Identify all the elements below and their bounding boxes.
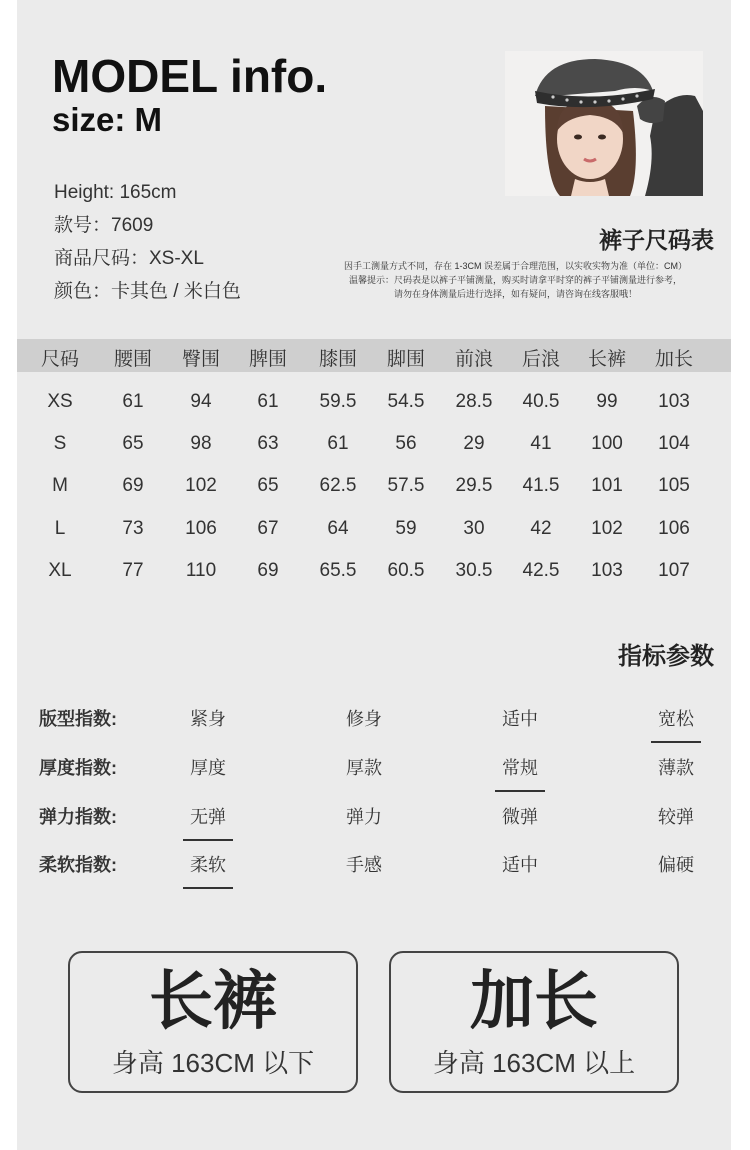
size-table-header-cell: 腰围 (113, 349, 152, 370)
index-option (319, 851, 409, 877)
size-note-line: 温馨提示：尺码表是以裤子平铺测量，购买时请拿平时穿的裤子平铺测量进行参考， (348, 275, 682, 285)
size-value-cell: 106 (185, 518, 217, 539)
index-label: 版型指数: (39, 709, 117, 729)
index-option-label: 修身 (346, 709, 382, 729)
index-label: 厚度指数: (39, 758, 117, 778)
index-option-selected (475, 754, 565, 780)
index-option-label: 厚款 (346, 758, 382, 778)
size-value-cell: 59 (395, 518, 417, 539)
size-value-cell: 103 (658, 391, 690, 412)
size-table-header-cell: 膝围 (318, 349, 357, 370)
length-card-note: 身高 163CM 以上 (432, 1048, 636, 1078)
size-label-cell: L (54, 518, 66, 539)
size-value-cell: 100 (591, 433, 623, 454)
size-value-cell: 42.5 (522, 560, 560, 581)
size-value-cell: 57.5 (387, 475, 425, 496)
size-value-cell: 62.5 (319, 475, 357, 496)
index-option (631, 851, 721, 877)
size-value-cell: 110 (185, 560, 217, 581)
size-value-cell: 69 (122, 475, 144, 496)
size-value-cell: 107 (658, 560, 690, 581)
size-value-cell: 105 (658, 475, 690, 496)
size-value-cell: 102 (185, 475, 217, 496)
index-option-label: 偏硬 (658, 855, 694, 875)
length-card-long (389, 951, 679, 1093)
size-value-cell: 103 (591, 560, 623, 581)
size-note-line: 请勿在身体测量后进行选择，如有疑问，请咨询在线客服哦！ (393, 289, 637, 299)
index-option-label: 常规 (502, 758, 538, 778)
index-option (475, 803, 565, 829)
selected-underline (183, 887, 233, 889)
size-value-cell: 102 (591, 518, 623, 539)
size-value-cell: 41 (530, 433, 552, 454)
size-note-line: 因手工测量方式不同，存在 1-3CM 误差属于合理范围，以实收实物为准（单位：CM） (343, 261, 687, 271)
model-photo (505, 51, 703, 196)
size-value-cell: 94 (190, 391, 212, 412)
length-card-name: 加长 (470, 965, 598, 1037)
index-label: 柔软指数: (39, 855, 117, 875)
index-option-label: 无弹 (190, 807, 226, 827)
index-option-label: 薄款 (658, 758, 694, 778)
model-height: Height: 165cm (54, 182, 177, 203)
size-value-cell: 73 (122, 518, 144, 539)
index-option-label: 厚度 (190, 758, 226, 778)
index-option (475, 705, 565, 731)
size-table-header-cell: 尺码 (40, 349, 79, 370)
index-option-label: 较弹 (658, 807, 694, 827)
size-value-cell: 40.5 (522, 391, 560, 412)
size-table-header-cell: 臀围 (181, 349, 220, 370)
index-option-label: 适中 (502, 855, 538, 875)
index-option-label: 手感 (346, 855, 382, 875)
index-title: 指标参数 (618, 643, 714, 670)
index-label: 弹力指数: (39, 807, 117, 827)
index-option (319, 754, 409, 780)
size-value-cell: 63 (257, 433, 279, 454)
size-label-cell: M (52, 475, 68, 496)
size-value-cell: 99 (596, 391, 618, 412)
size-table-header-cell: 脚围 (386, 349, 425, 370)
size-value-cell: 77 (122, 560, 144, 581)
length-card-note: 身高 163CM 以下 (111, 1048, 315, 1078)
size-value-cell: 61 (327, 433, 349, 454)
size-value-cell: 30 (463, 518, 485, 539)
size-value-cell: 64 (327, 518, 349, 539)
index-option-label: 适中 (502, 709, 538, 729)
size-value-cell: 98 (190, 433, 212, 454)
index-option (319, 705, 409, 731)
index-option (319, 803, 409, 829)
size-range: 商品尺码：XS-XL (54, 248, 204, 269)
size-value-cell: 28.5 (455, 391, 493, 412)
size-value-cell: 54.5 (387, 391, 425, 412)
size-value-cell: 65 (257, 475, 279, 496)
index-option (163, 705, 253, 731)
model-info-title: MODEL info. (52, 50, 328, 102)
size-value-cell: 106 (658, 518, 690, 539)
index-option (163, 754, 253, 780)
index-option-label: 弹力 (346, 807, 382, 827)
size-value-cell: 56 (395, 433, 417, 454)
size-value-cell: 59.5 (319, 391, 357, 412)
size-value-cell: 67 (257, 518, 279, 539)
size-value-cell: 101 (591, 475, 623, 496)
size-value-cell: 61 (122, 391, 144, 412)
size-label-cell: XL (48, 560, 72, 581)
size-chart-title: 裤子尺码表 (599, 227, 714, 253)
size-table-header-cell: 长裤 (587, 349, 626, 370)
size-table-header-cell: 加长 (654, 349, 693, 370)
index-option (631, 803, 721, 829)
size-value-cell: 30.5 (455, 560, 493, 581)
index-option-label: 紧身 (190, 709, 226, 729)
length-card-name: 长裤 (149, 965, 277, 1037)
size-value-cell: 60.5 (387, 560, 425, 581)
style-number: 款号：7609 (54, 215, 154, 236)
size-value-cell: 29 (463, 433, 485, 454)
selected-underline (183, 839, 233, 841)
length-card-regular (68, 951, 358, 1093)
selected-underline (651, 741, 701, 743)
size-value-cell: 65.5 (319, 560, 357, 581)
size-table-header-cell: 后浪 (521, 349, 560, 370)
size-value-cell: 42 (530, 518, 552, 539)
selected-underline (495, 790, 545, 792)
index-option-selected (163, 851, 253, 877)
size-value-cell: 61 (257, 391, 279, 412)
index-option-selected (163, 803, 253, 829)
size-value-cell: 41.5 (522, 475, 560, 496)
index-option-label: 微弹 (502, 807, 538, 827)
size-table-header-cell: 前浪 (454, 349, 493, 370)
size-value-cell: 69 (257, 560, 279, 581)
size-label-cell: XS (47, 391, 73, 412)
size-value-cell: 65 (122, 433, 144, 454)
size-table-header-cell: 脾围 (248, 349, 287, 370)
size-value-cell: 29.5 (455, 475, 493, 496)
index-option-selected (631, 705, 721, 731)
index-option (631, 754, 721, 780)
index-option (475, 851, 565, 877)
size-value-cell: 104 (658, 433, 690, 454)
color-options: 颜色：卡其色 / 米白色 (54, 281, 241, 302)
index-option-label: 柔软 (190, 855, 226, 875)
size-label-cell: S (53, 433, 67, 454)
model-size: size: M (52, 101, 163, 138)
index-option-label: 宽松 (658, 709, 694, 729)
